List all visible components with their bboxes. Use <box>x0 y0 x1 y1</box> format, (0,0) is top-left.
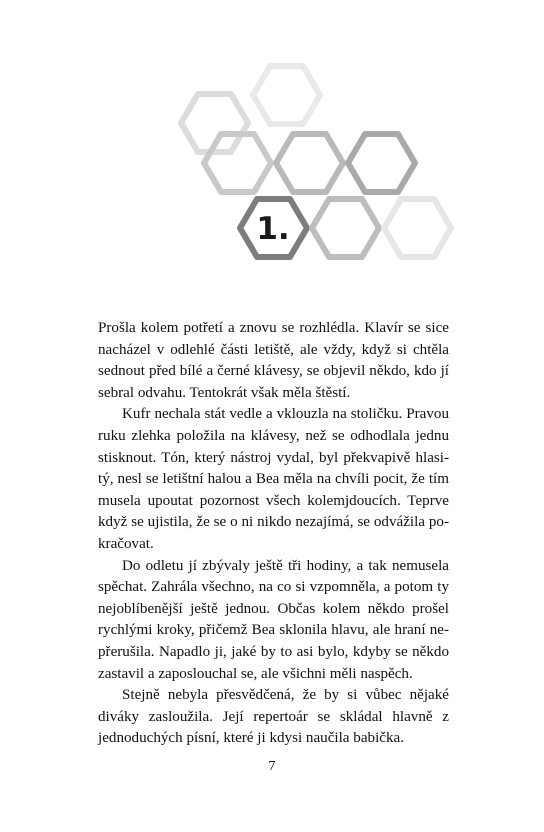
hexagon-shape <box>348 134 415 192</box>
chapter-number: 1. <box>256 211 290 247</box>
hexagon-shape <box>312 199 379 257</box>
hexagon-shape <box>276 134 343 192</box>
paragraph: Do odletu jí zbývaly ještě tři hodiny, a tak nemusela spěchat. Zahrála všechno, na co si vzpomněla, a potom ty nejoblíbenější ještě jednou. Občas kolem někdo prošel rychlými kroky, přičemž Bea sklonila hlavu, ale hraní nepřerušila. Napadlo ji, jaké by to asi bylo, kdyby se někdo zastavil a zaposlouchal se, ale všichni měli naspěch. <box>98 557 449 682</box>
hexagon-shape <box>253 66 320 124</box>
paragraph: Stejně nebyla přesvědčená, že by si vůbec nějaké diváky zasloužila. Její repertoár se skládal hlavně z jednoduchých písní, které ji kdysi naučila babička. <box>98 687 449 747</box>
page-number: 7 <box>268 759 276 774</box>
paragraph: Kufr nechala stát vedle a vklouzla na stoličku. Pravou ruku zlehka položila na klávesy, než se odhodlala jednu stisknout. Tón, který nástroj vydal, byl překvapivě hlasitý, nesl se letištní halou a Bea měla na chvíli pocit, že tím musela upoutat pozornost všech kolemjdoucích. Teprve když se ujistila, že se o ni nikdo nezajímá, se odvážila pokračovat. <box>98 406 449 552</box>
hexagon-shape <box>384 199 451 257</box>
chapter-body <box>98 318 449 750</box>
paragraph: Prošla kolem potřetí a znovu se rozhlédla. Klavír se sice nacházel v odlehlé části letiště, ale vždy, když si chtěla sednout před bílé a černé klávesy, se objevil někdo, kdo jí sebral odvahu. Tentokrát však měla štěstí. <box>98 320 449 401</box>
